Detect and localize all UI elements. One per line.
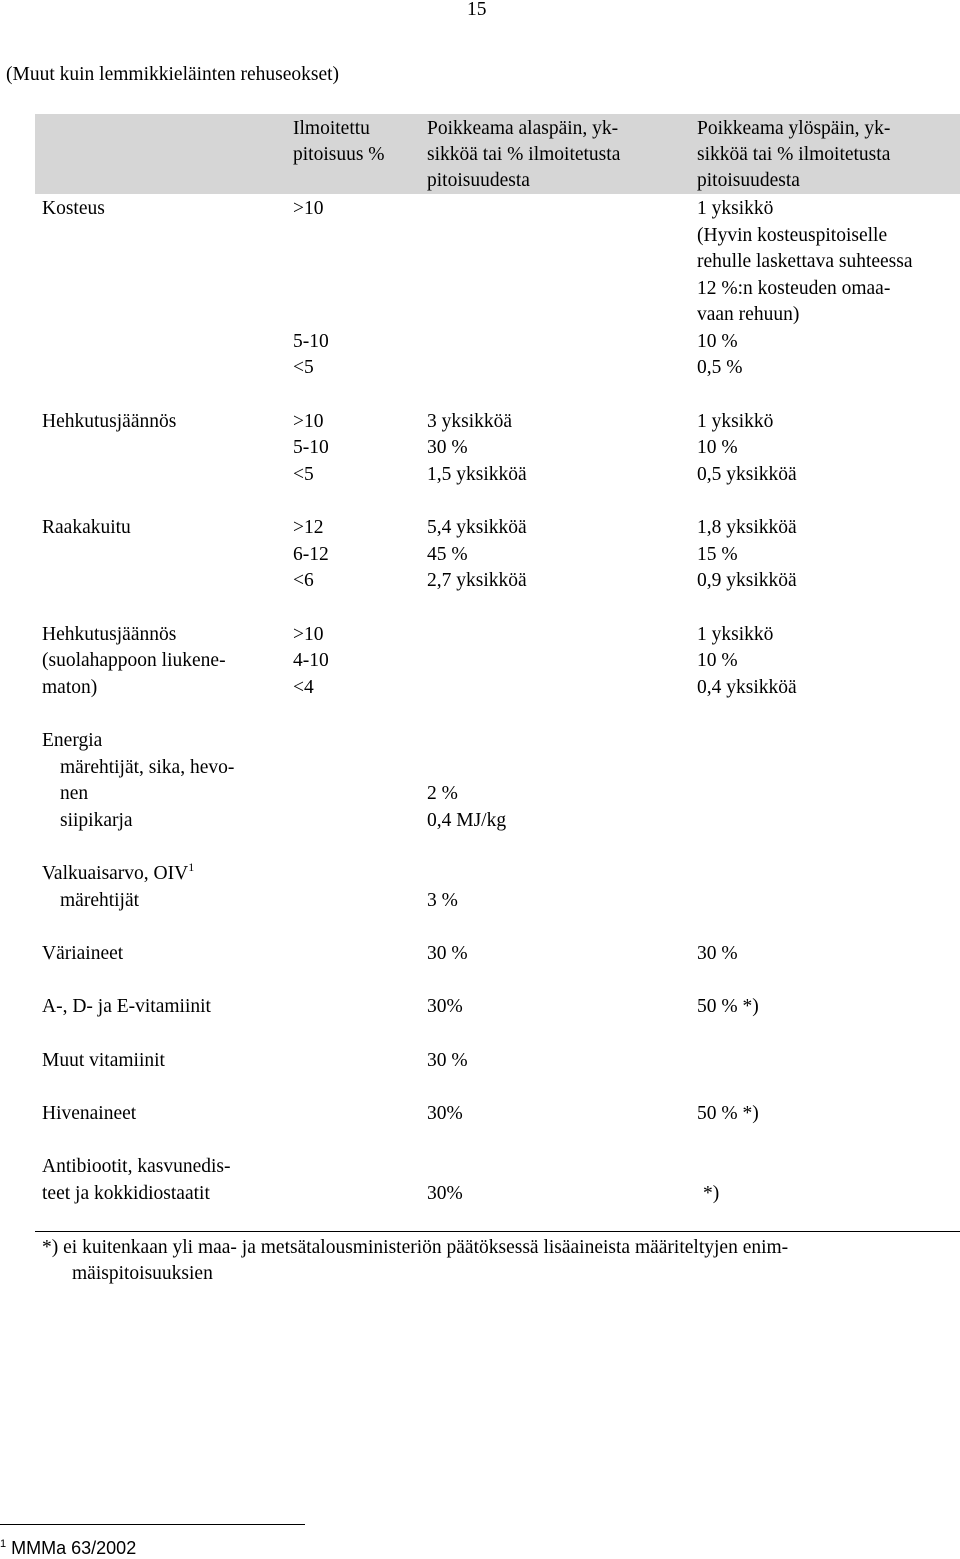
down-value: 3 yksikköä [427, 411, 513, 432]
row-sublabel: siipikarja [60, 810, 133, 831]
up-note: vaan rehuun) [697, 304, 800, 325]
row-label: Muut vitamiinit [42, 1050, 165, 1071]
down-value: 45 % [427, 544, 468, 565]
up-value: 1 yksikkö [697, 624, 774, 645]
row-label: Hehkutusjäännös [42, 411, 177, 432]
row-label: Antibiootit, kasvunedis- [42, 1156, 231, 1177]
down-value: 5,4 yksikköä [427, 517, 527, 538]
row-label: Kosteus [42, 198, 105, 219]
section-title: (Muut kuin lemmikkieläinten rehuseokset) [6, 64, 340, 85]
declared-value: >10 [293, 624, 324, 645]
declared-value: >10 [293, 411, 324, 432]
up-value: 10 % [697, 650, 738, 671]
header-declared-line1: Ilmoitettu [293, 118, 370, 139]
up-value: 30 % [697, 943, 738, 964]
footnote-text: MMMa 63/2002 [11, 1538, 137, 1558]
header-up-line3: pitoisuudesta [697, 170, 800, 191]
row-sublabel: märehtijät, sika, hevo- [60, 757, 235, 778]
row-label: Raakakuitu [42, 517, 131, 538]
header-down-line3: pitoisuudesta [427, 170, 530, 191]
declared-value: 6-12 [293, 544, 329, 565]
up-value: 10 % [697, 331, 738, 352]
up-note: 12 %:n kosteuden omaa- [697, 278, 891, 299]
up-value: 0,5 % [697, 357, 743, 378]
row-label: Väriaineet [42, 943, 124, 964]
row-label: teet ja kokkidiostaatit [42, 1183, 210, 1204]
row-label: A-, D- ja E-vitamiinit [42, 996, 211, 1017]
footnote-separator [0, 1524, 305, 1525]
row-sublabel: märehtijät [60, 890, 140, 911]
up-value: *) [703, 1183, 720, 1204]
row-label: Valkuaisarvo, OIV$^1$ [42, 860, 195, 884]
declared-value: 5-10 [293, 331, 329, 352]
up-value: 1 yksikkö [697, 411, 774, 432]
declared-value: <6 [293, 570, 314, 591]
row-label: Energia [42, 730, 103, 751]
footnote-marker: 1 [188, 860, 195, 874]
declared-value: >10 [293, 198, 324, 219]
declared-value: <5 [293, 464, 314, 485]
up-note: (Hyvin kosteuspitoiselle [697, 225, 888, 246]
down-value: 30 % [427, 1050, 468, 1071]
table-note: *) ei kuitenkaan yli maa- ja metsätalousministeriön päätöksessä lisäaineista määriteltyjen enim- [42, 1237, 789, 1258]
declared-value: <4 [293, 677, 314, 698]
down-value: 1,5 yksikköä [427, 464, 527, 485]
declared-value: <5 [293, 357, 314, 378]
row-label: (suolahappoon liukene- [42, 650, 226, 671]
row-label: maton) [42, 677, 98, 698]
up-value: 50 % *) [697, 996, 759, 1017]
up-value: 1,8 yksikköä [697, 517, 797, 538]
header-down-line2: sikköä tai % ilmoitetusta [427, 144, 621, 165]
row-label: Hehkutusjäännös [42, 624, 177, 645]
declared-value: 5-10 [293, 437, 329, 458]
down-value: 30 % [427, 943, 468, 964]
row-label: Hivenaineet [42, 1103, 137, 1124]
row-sublabel: nen [60, 783, 89, 804]
up-value: 15 % [697, 544, 738, 565]
down-value: 2 % [427, 783, 458, 804]
footnote-marker: 1 [0, 1538, 7, 1550]
down-value: 30 % [427, 437, 468, 458]
down-value: 2,7 yksikköä [427, 570, 527, 591]
down-value: 30% [427, 1183, 463, 1204]
up-value: 1 yksikkö [697, 198, 774, 219]
down-value: 3 % [427, 890, 458, 911]
declared-value: 4-10 [293, 650, 329, 671]
down-value: 0,4 MJ/kg [427, 810, 507, 831]
up-value: 0,9 yksikköä [697, 570, 797, 591]
header-down-line1: Poikkeama alaspäin, yk- [427, 118, 619, 139]
up-value: 0,4 yksikköä [697, 677, 797, 698]
down-value: 30% [427, 1103, 463, 1124]
header-declared-line2: pitoisuus % [293, 144, 385, 165]
header-up-line1: Poikkeama ylöspäin, yk- [697, 118, 891, 139]
down-value: 30% [427, 996, 463, 1017]
table-note: mäispitoisuuksien [72, 1263, 213, 1284]
table-bottom-rule [35, 1231, 960, 1232]
declared-value: >12 [293, 517, 324, 538]
page-number: 15 [467, 0, 487, 20]
up-value: 10 % [697, 437, 738, 458]
up-value: 50 % *) [697, 1103, 759, 1124]
footnote [0, 1537, 136, 1559]
header-up-line2: sikköä tai % ilmoitetusta [697, 144, 891, 165]
up-value: 0,5 yksikköä [697, 464, 797, 485]
up-note: rehulle laskettava suhteessa [697, 251, 913, 272]
